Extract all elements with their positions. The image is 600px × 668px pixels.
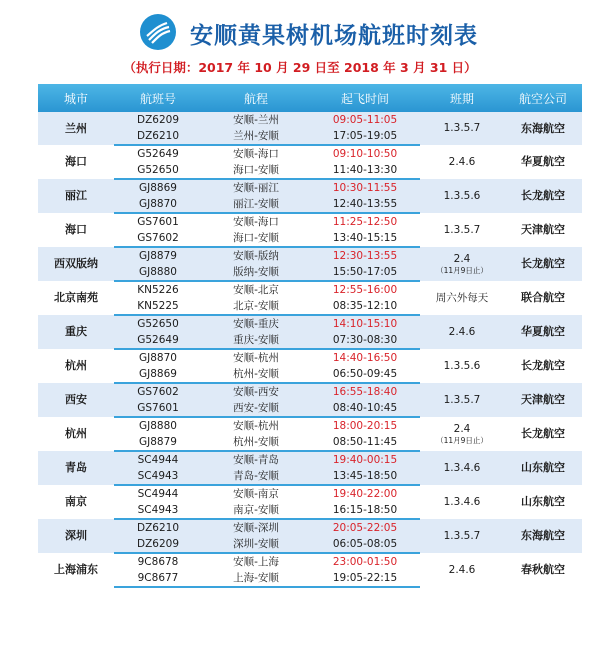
airline-cell: 天津航空 [504, 383, 582, 417]
airline-cell: 东海航空 [504, 112, 582, 145]
schedule-cell [420, 112, 504, 145]
airline-cell: 山东航空 [521, 495, 565, 508]
route-cell: 安顺-兰州 [202, 112, 310, 128]
flight-number-cell: G52650 [114, 315, 202, 332]
schedule-cell [420, 417, 504, 451]
column-header-schedule: 班期 [420, 84, 504, 112]
page-header [0, 0, 600, 80]
airline-cell: 长龙航空 [504, 247, 582, 281]
schedule-cell [420, 383, 504, 417]
schedule-days: 2.4.6 [448, 563, 476, 576]
flight-number-cell: SC4944 [137, 488, 179, 500]
flight-number-cell: SC4943 [114, 468, 202, 485]
route-cell: 上海-安顺 [202, 570, 310, 587]
departure-time-cell: 23:00-01:50 [332, 556, 398, 568]
flight-number-cell: 9C8677 [114, 570, 202, 587]
departure-time-cell: 08:40-10:45 [310, 400, 420, 417]
schedule-cell [420, 145, 504, 179]
airline-cell: 东海航空 [504, 519, 582, 553]
airline-cell: 长龙航空 [521, 427, 565, 440]
route-cell: 杭州-安顺 [202, 366, 310, 383]
table-row [38, 451, 582, 468]
table-row [38, 485, 582, 502]
city-cell: 海口 [65, 223, 87, 236]
schedule-days: 1.3.4.6 [443, 495, 481, 508]
departure-time-cell: 12:55-16:00 [332, 284, 398, 296]
flight-number-cell: GS7601 [114, 400, 202, 417]
route-cell: 西安-安顺 [202, 400, 310, 417]
schedule-days: 1.3.4.6 [443, 461, 481, 474]
city-cell: 青岛 [38, 451, 114, 485]
flight-number-cell: SC4943 [114, 502, 202, 519]
schedule-days: 1.3.5.7 [443, 393, 481, 406]
column-header-departure-time: 起飞时间 [310, 84, 420, 112]
flight-number-cell: DZ6209 [114, 112, 202, 128]
table-row [38, 553, 582, 570]
route-cell: 北京-安顺 [202, 298, 310, 315]
flight-number-cell: SC4944 [114, 451, 202, 468]
schedule-note: （11月9日止） [436, 266, 488, 275]
flight-number-cell: KN5226 [137, 284, 179, 296]
flight-number-cell: GJ8879 [114, 434, 202, 451]
departure-time-cell: 09:05-11:05 [310, 112, 420, 128]
flight-number-cell: GJ8880 [139, 420, 177, 432]
departure-time-cell: 18:00-20:15 [332, 420, 398, 432]
schedule-days: 1.3.5.6 [443, 189, 481, 202]
departure-time-cell: 13:40-15:15 [310, 230, 420, 247]
flight-number-cell: GS7602 [114, 230, 202, 247]
route-cell: 版纳-安顺 [202, 264, 310, 281]
departure-time-cell: 19:05-22:15 [310, 570, 420, 587]
city-cell: 深圳 [38, 519, 114, 553]
schedule-days: 1.3.5.7 [443, 223, 481, 236]
departure-time-cell: 20:05-22:05 [310, 519, 420, 536]
departure-time-cell: 12:30-13:55 [310, 247, 420, 264]
flight-number-cell: GS7601 [137, 216, 179, 228]
airline-cell: 长龙航空 [504, 179, 582, 213]
route-cell: 安顺-青岛 [202, 451, 310, 468]
flight-number-cell: DZ6209 [114, 536, 202, 553]
flight-number-cell: GS7602 [114, 383, 202, 400]
route-cell: 深圳-安顺 [202, 536, 310, 553]
route-cell: 安顺-海口 [233, 148, 279, 160]
route-cell: 安顺-杭州 [233, 420, 279, 432]
flight-number-cell: GJ8880 [114, 264, 202, 281]
route-cell: 丽江-安顺 [202, 196, 310, 213]
column-header-flight-number: 航班号 [114, 84, 202, 112]
route-cell: 安顺-重庆 [202, 315, 310, 332]
flight-number-cell: GJ8869 [114, 366, 202, 383]
departure-time-cell: 06:50-09:45 [310, 366, 420, 383]
route-cell: 安顺-深圳 [202, 519, 310, 536]
departure-time-cell: 09:10-10:50 [332, 148, 398, 160]
flight-number-cell: KN5225 [114, 298, 202, 315]
departure-time-cell: 19:40-22:00 [332, 488, 398, 500]
schedule-cell [420, 315, 504, 349]
table-row [38, 519, 582, 536]
route-cell: 安顺-西安 [202, 383, 310, 400]
flight-number-cell: G52649 [114, 332, 202, 349]
flight-number-cell: GJ8870 [114, 196, 202, 213]
schedule-days: 1.3.5.6 [443, 359, 481, 372]
city-cell: 西安 [38, 383, 114, 417]
table-row [38, 281, 582, 298]
column-header-airline: 航空公司 [504, 84, 582, 112]
table-row [38, 349, 582, 366]
city-cell: 上海浦东 [54, 563, 98, 576]
table-row [38, 179, 582, 196]
city-cell: 重庆 [38, 315, 114, 349]
departure-time-cell: 15:50-17:05 [310, 264, 420, 281]
airline-cell: 春秋航空 [521, 563, 565, 576]
table-row [38, 145, 582, 162]
route-cell: 安顺-版纳 [202, 247, 310, 264]
flight-number-cell: DZ6210 [114, 128, 202, 145]
route-cell: 兰州-安顺 [202, 128, 310, 145]
departure-time-cell: 14:10-15:10 [310, 315, 420, 332]
timetable-body [38, 112, 582, 587]
schedule-days: 2.4 [453, 423, 471, 435]
departure-time-cell: 08:50-11:45 [310, 434, 420, 451]
page-subtitle: （执行日期：2017 年 10 月 29 日至 2018 年 3 月 31 日） [123, 60, 477, 75]
departure-time-cell: 08:35-12:10 [310, 298, 420, 315]
schedule-cell [420, 485, 504, 519]
table-row [38, 247, 582, 264]
airline-cell: 天津航空 [521, 223, 565, 236]
city-cell: 杭州 [65, 427, 87, 440]
route-cell: 海口-安顺 [202, 162, 310, 179]
schedule-days: 1.3.5.7 [443, 122, 481, 134]
route-cell: 安顺-丽江 [202, 179, 310, 196]
city-cell: 丽江 [38, 179, 114, 213]
airline-cell: 联合航空 [521, 291, 565, 304]
airport-logo-icon [140, 14, 176, 50]
departure-time-cell: 17:05-19:05 [310, 128, 420, 145]
schedule-days: 1.3.5.7 [443, 529, 481, 542]
schedule-cell [420, 553, 504, 587]
departure-time-cell: 06:05-08:05 [310, 536, 420, 553]
table-row [38, 383, 582, 400]
route-cell: 海口-安顺 [202, 230, 310, 247]
route-cell: 安顺-海口 [233, 216, 279, 228]
schedule-cell [420, 281, 504, 315]
route-cell: 青岛-安顺 [202, 468, 310, 485]
table-row [38, 112, 582, 128]
schedule-cell [420, 247, 504, 281]
schedule-days: 2.4.6 [448, 325, 476, 338]
table-row [38, 315, 582, 332]
departure-time-cell: 11:25-12:50 [332, 216, 398, 228]
schedule-cell [420, 349, 504, 383]
table-row [38, 417, 582, 434]
flight-number-cell: GJ8870 [139, 352, 177, 364]
flight-number-cell: G52649 [137, 148, 179, 160]
flight-number-cell: 9C8678 [137, 556, 179, 568]
city-cell: 杭州 [65, 359, 87, 372]
city-cell: 南京 [65, 495, 87, 508]
departure-time-cell: 10:30-11:55 [310, 179, 420, 196]
schedule-cell [420, 519, 504, 553]
departure-time-cell: 19:40-00:15 [310, 451, 420, 468]
airline-cell: 山东航空 [504, 451, 582, 485]
airline-cell: 长龙航空 [521, 359, 565, 372]
schedule-cell [420, 451, 504, 485]
table-row [38, 213, 582, 230]
departure-time-cell: 13:45-18:50 [310, 468, 420, 485]
flight-timetable [38, 84, 582, 588]
departure-time-cell: 12:40-13:55 [310, 196, 420, 213]
city-cell: 海口 [65, 155, 87, 168]
column-header-route: 航程 [202, 84, 310, 112]
airline-cell: 华夏航空 [521, 155, 565, 168]
departure-time-cell: 16:15-18:50 [310, 502, 420, 519]
departure-time-cell: 07:30-08:30 [310, 332, 420, 349]
route-cell: 安顺-南京 [233, 488, 279, 500]
route-cell: 安顺-北京 [233, 284, 279, 296]
route-cell: 南京-安顺 [202, 502, 310, 519]
flight-number-cell: GJ8879 [114, 247, 202, 264]
departure-time-cell: 14:40-16:50 [332, 352, 398, 364]
schedule-days: 2.4.6 [448, 155, 476, 168]
schedule-days: 周六外每天 [435, 291, 489, 304]
departure-time-cell: 16:55-18:40 [310, 383, 420, 400]
schedule-cell [420, 213, 504, 247]
schedule-note: （11月9日止） [436, 436, 488, 445]
departure-time-cell: 11:40-13:30 [310, 162, 420, 179]
route-cell: 重庆-安顺 [202, 332, 310, 349]
route-cell: 安顺-杭州 [233, 352, 279, 364]
page-title: 安顺黄果树机场航班时刻表 [190, 23, 478, 49]
flight-number-cell: G52650 [114, 162, 202, 179]
column-header-city: 城市 [38, 84, 114, 112]
table-header-row [38, 84, 582, 112]
route-cell: 杭州-安顺 [202, 434, 310, 451]
flight-number-cell: DZ6210 [114, 519, 202, 536]
city-cell: 西双版纳 [38, 247, 114, 281]
route-cell: 安顺-上海 [233, 556, 279, 568]
city-cell: 北京南苑 [54, 291, 98, 304]
city-cell: 兰州 [38, 112, 114, 145]
schedule-cell [420, 179, 504, 213]
flight-number-cell: GJ8869 [114, 179, 202, 196]
schedule-days: 2.4 [453, 253, 471, 265]
airline-cell: 华夏航空 [504, 315, 582, 349]
